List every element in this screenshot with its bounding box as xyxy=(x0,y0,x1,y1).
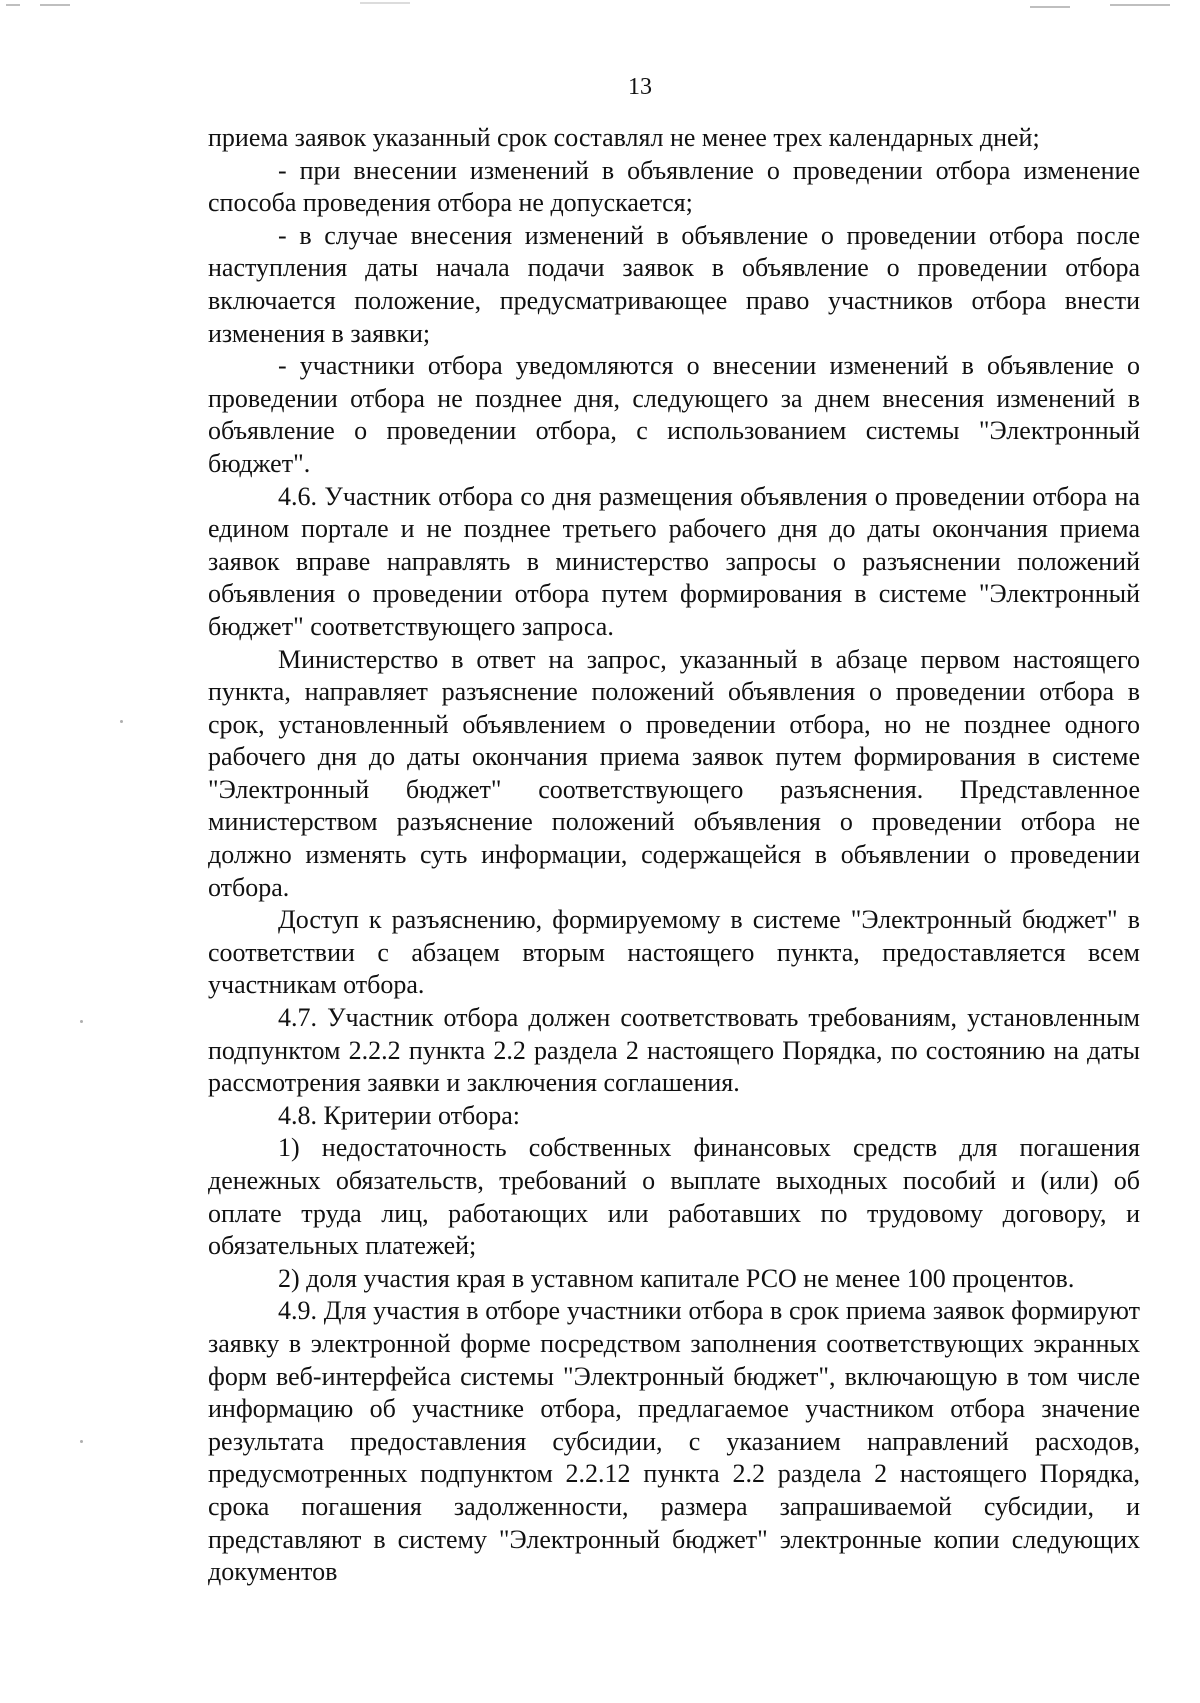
scan-artifact xyxy=(120,720,123,723)
scan-artifact xyxy=(360,2,410,4)
paragraph: 4.6. Участник отбора со дня размещения объявления о проведении отбора на едином портале и не позднее третьего рабочего дня до даты окончания приема заявок вправе направлять в министерство запросы о разъяснении положений объявления о проведении отбора путем формирования в системе "Электронный бюджет" соответствующего запроса. xyxy=(208,481,1140,641)
paragraph: 4.9. Для участия в отборе участники отбора в срок приема заявок формируют заявку в электронной форме посредством заполнения соответствующих экранных форм веб-интерфейса системы "Электронный бюджет", включающую в том числе информацию об участнике отбора, предлагаемое участником отбора значение результата предоставления субсидии, с указанием направлений расходов, предусмотренных подпунктом 2.2.12 пункта 2.2 раздела 2 настоящего Порядка, срока погашения задолженности, размера запрашиваемой субсидии, и представляют в систему "Электронный бюджет" электронные копии следующих документов xyxy=(208,1296,1140,1587)
paragraph: 1) недостаточность собственных финансовых средств для погашения денежных обязательств, требований о выплате выходных пособий и (или) об оплате труда лиц, работающих или работавших по трудовому договору, и обязательных платежей; xyxy=(208,1133,1140,1261)
paragraph: Доступ к разъяснению, формируемому в системе "Электронный бюджет" в соответствии с абзацем вторым настоящего пункта, предоставляется всем участникам отбора. xyxy=(208,905,1140,1000)
scan-artifact xyxy=(40,4,70,6)
scan-artifact xyxy=(80,1020,83,1023)
paragraph: приема заявок указанный срок составлял не менее трех календарных дней; xyxy=(208,123,1040,152)
document-body xyxy=(208,122,1140,1589)
paragraph: 4.8. Критерии отбора: xyxy=(278,1100,520,1130)
paragraph: 2) доля участия края в уставном капитале РСО не менее 100 процентов. xyxy=(278,1263,1075,1293)
paragraph: - в случае внесения изменений в объявление о проведении отбора после наступления даты начала подачи заявок в объявление о проведении отбора включается положение, предусматривающее право участников отбора внести изменения в заявки; xyxy=(208,220,1140,348)
paragraph: Министерство в ответ на запрос, указанный в абзаце первом настоящего пункта, направляет разъяснение положений объявления о проведении отбора в срок, установленный объявлением о проведении отбора, но не позднее одного рабочего дня до даты окончания приема заявок путем формирования в системе "Электронный бюджет" соответствующего разъяснения. Представленное министерством разъяснение положений объявления о проведении отбора не должно изменять суть информации, содержащейся в объявлении о проведении отбора. xyxy=(208,644,1140,902)
scan-artifact xyxy=(1030,6,1070,8)
paragraph: - при внесении изменений в объявление о проведении отбора изменение способа проведения отбора не допускается; xyxy=(208,155,1140,218)
scan-artifact xyxy=(80,1440,83,1443)
page-number: 13 xyxy=(628,74,652,100)
scan-artifact xyxy=(6,4,20,6)
paragraph: 4.7. Участник отбора должен соответствовать требованиям, установленным подпунктом 2.2.2 пункта 2.2 раздела 2 настоящего Порядка, по состоянию на даты рассмотрения заявки и заключения соглашения. xyxy=(208,1003,1140,1098)
scan-artifact xyxy=(1110,4,1170,6)
paragraph: - участники отбора уведомляются о внесении изменений в объявление о проведении отбора не позднее дня, следующего за днем внесения изменений в объявление о проведении отбора, с использованием системы "Электронный бюджет". xyxy=(208,351,1140,478)
